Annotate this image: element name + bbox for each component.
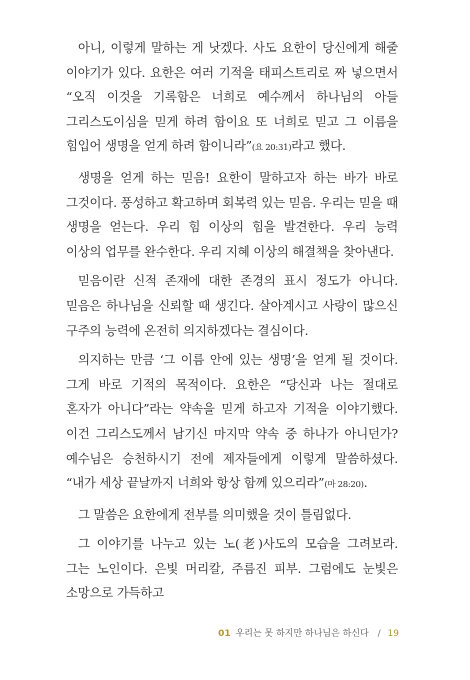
paragraph-6 (66, 532, 398, 606)
paragraph-text: 라고 했다. (291, 138, 346, 154)
page-body (66, 36, 398, 611)
page-number: 19 (387, 629, 399, 639)
paragraph-text: 의지하는 만큼 ‘그 이름 안에 있는 생명’을 얻게 될 것이다. 그게 바로 기적의 목적이다. 요한은 “당신과 나는 절대로 혼자가 아니다”라는 약속을 믿게 하고자 기적을 이야기했다. 이건 그리스도께서 남기신 마지막 약속 중 하나가 아니던가? 예수님은 승천하시기 전에 제자들에게 이렇게 말씀하셨다. “내가 세상 끝날까지 너희와 항상 함께 있으리라” (66, 352, 398, 491)
footer-separator: / (377, 629, 381, 639)
scripture-reference: (마 28:20) (324, 480, 364, 491)
paragraph-text: 그 이야기를 나누고 있는 노(老)사도의 모습을 그려보라. 그는 노인이다. 은빛 머리칼, 주름진 피부. 그럼에도 눈빛은 소망으로 가득하고 (66, 536, 398, 601)
paragraph-text: 그 말씀은 요한에게 전부를 의미했을 것이 틀림없다. (78, 506, 352, 522)
scripture-reference: (요 20:31) (251, 143, 292, 154)
paragraph-text: . (363, 475, 368, 491)
chapter-number: 01 (218, 629, 231, 639)
paragraph-4 (66, 348, 398, 498)
paragraph-text: 생명을 얻게 하는 믿음! 요한이 말하고자 하는 바가 바로 그것이다. 풍성하고 확고하며 회복력 있는 믿음. 우리는 믿을 때 생명을 얻는다. 우리 힘 이상의 힘을 발견한다. 우리 능력 이상의 업무를 완수한다. 우리 지혜 이상의 해결책을 찾아낸다. (66, 169, 398, 259)
paragraph-2 (66, 166, 398, 264)
paragraph-3 (66, 269, 398, 343)
paragraph-5 (66, 503, 398, 528)
chapter-title: 우리는 못 하지만 하나님은 하신다 (235, 629, 369, 639)
paragraph-1 (66, 36, 398, 161)
running-footer (218, 626, 399, 639)
paragraph-text: 믿음이란 신적 존재에 대한 존경의 표시 정도가 아니다. 믿음은 하나님을 신뢰할 때 생긴다. 살아계시고 사랑이 많으신 구주의 능력에 온전히 의지하겠다는 결심이다. (66, 273, 398, 338)
paragraph-text: 아니, 이렇게 말하는 게 낫겠다. 사도 요한이 당신에게 해줄 이야기가 있다. 요한은 여러 기적을 태피스트리로 짜 넣으면서 “오직 이것을 기록함은 너희로 예수께서 하나님의 아들 그리스도이심을 믿게 하려 함이요 또 너희로 믿고 그 이름을 힘입어 생명을 얻게 하려 함이니라” (66, 40, 398, 154)
